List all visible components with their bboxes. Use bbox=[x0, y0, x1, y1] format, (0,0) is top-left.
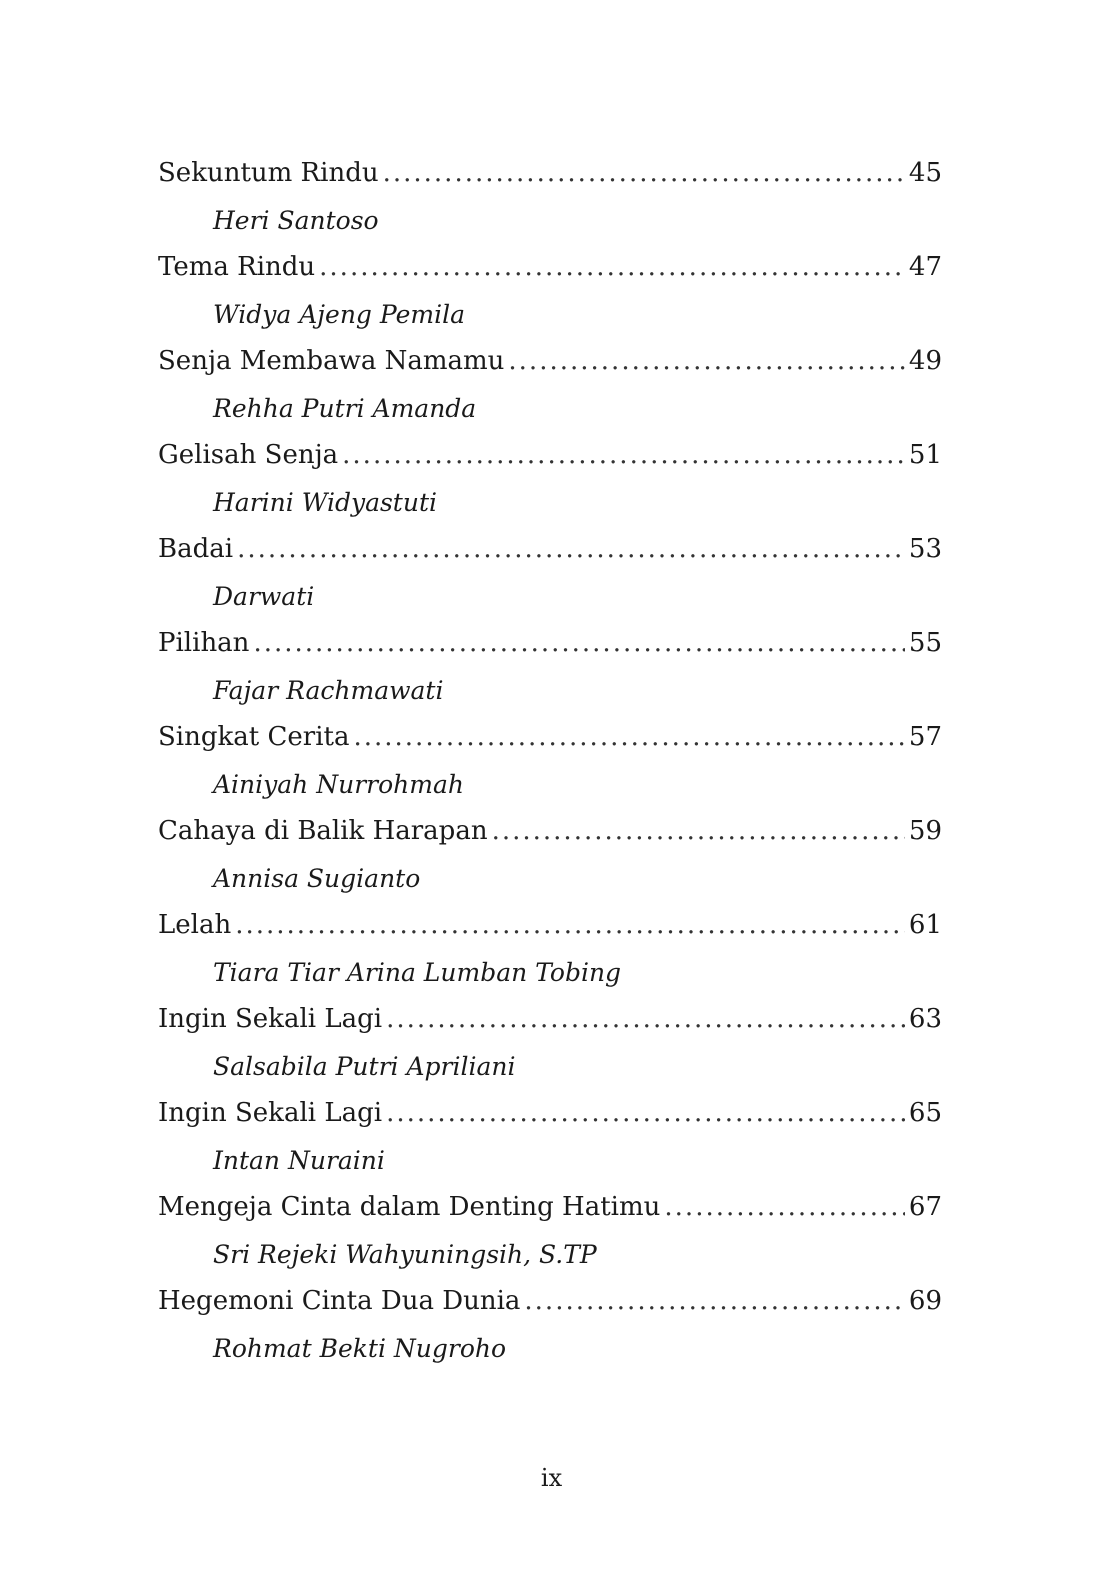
toc-entry bbox=[158, 1278, 942, 1372]
toc-entry-line bbox=[158, 150, 942, 197]
toc-entry-title: Badai bbox=[158, 534, 234, 564]
toc-entry-page-number: 47 bbox=[908, 252, 942, 282]
toc-entry-line bbox=[158, 620, 942, 667]
dot-leader bbox=[253, 620, 904, 667]
toc-entry bbox=[158, 1184, 942, 1278]
toc-entry-author: Rohmat Bekti Nugroho bbox=[213, 1334, 507, 1363]
toc-entry bbox=[158, 996, 942, 1090]
toc-entry-title: Singkat Cerita bbox=[158, 722, 350, 752]
toc-entry-line bbox=[158, 526, 942, 573]
toc-entry-author: Intan Nuraini bbox=[213, 1146, 385, 1175]
toc-entry-author: Fajar Rachmawati bbox=[213, 676, 444, 705]
toc-entry bbox=[158, 620, 942, 714]
dot-leader bbox=[386, 1090, 905, 1137]
toc-entry-author: Annisa Sugianto bbox=[213, 864, 421, 893]
toc-entry-author: Rehha Putri Amanda bbox=[213, 394, 477, 423]
toc-entry-page-number: 57 bbox=[908, 722, 942, 752]
toc-entry bbox=[158, 244, 942, 338]
toc-entry-line bbox=[158, 1184, 942, 1231]
toc-entry-page-number: 51 bbox=[908, 440, 942, 470]
toc-entry-title: Pilihan bbox=[158, 628, 250, 658]
toc-entry bbox=[158, 902, 942, 996]
toc-entry-page-number: 65 bbox=[908, 1098, 942, 1128]
toc-entry-line bbox=[158, 996, 942, 1043]
toc-entry-title: Lelah bbox=[158, 910, 232, 940]
toc-entry-page-number: 61 bbox=[908, 910, 942, 940]
table-of-contents bbox=[158, 150, 942, 1372]
toc-entry-line bbox=[158, 432, 942, 479]
toc-entry-author: Harini Widyastuti bbox=[213, 488, 437, 517]
toc-entry bbox=[158, 808, 942, 902]
toc-entry-page-number: 59 bbox=[908, 816, 942, 846]
dot-leader bbox=[524, 1278, 905, 1325]
toc-entry-title: Cahaya di Balik Harapan bbox=[158, 816, 488, 846]
dot-leader bbox=[353, 714, 904, 761]
toc-entry-author: Darwati bbox=[213, 582, 315, 611]
toc-entry bbox=[158, 526, 942, 620]
dot-leader bbox=[383, 150, 905, 197]
dot-leader bbox=[492, 808, 905, 855]
toc-entry-title: Sekuntum Rindu bbox=[158, 158, 379, 188]
toc-entry-page-number: 55 bbox=[908, 628, 942, 658]
toc-entry-title: Senja Membawa Namamu bbox=[158, 346, 505, 376]
toc-entry-line bbox=[158, 338, 942, 385]
toc-entry-line bbox=[158, 244, 942, 291]
toc-entry-author: Salsabila Putri Apriliani bbox=[213, 1052, 516, 1081]
toc-entry-author: Heri Santoso bbox=[213, 206, 379, 235]
toc-entry bbox=[158, 714, 942, 808]
toc-entry bbox=[158, 1090, 942, 1184]
toc-entry-page-number: 67 bbox=[908, 1192, 942, 1222]
toc-entry-title: Hegemoni Cinta Dua Dunia bbox=[158, 1286, 521, 1316]
toc-entry-page-number: 45 bbox=[908, 158, 942, 188]
toc-entry-line bbox=[158, 1278, 942, 1325]
dot-leader bbox=[664, 1184, 905, 1231]
toc-entry-line bbox=[158, 714, 942, 761]
toc-entry-page-number: 69 bbox=[908, 1286, 942, 1316]
toc-entry-title: Ingin Sekali Lagi bbox=[158, 1098, 383, 1128]
dot-leader bbox=[342, 432, 905, 479]
dot-leader bbox=[237, 526, 905, 573]
toc-entry-page-number: 49 bbox=[908, 346, 942, 376]
toc-entry-title: Tema Rindu bbox=[158, 252, 316, 282]
dot-leader bbox=[386, 996, 905, 1043]
toc-entry-author: Ainiyah Nurrohmah bbox=[213, 770, 464, 799]
page-number: ix bbox=[540, 1464, 563, 1492]
toc-entry-title: Gelisah Senja bbox=[158, 440, 339, 470]
toc-entry-author: Sri Rejeki Wahyuningsih, S.TP bbox=[213, 1240, 597, 1269]
toc-entry-author: Widya Ajeng Pemila bbox=[213, 300, 465, 329]
dot-leader bbox=[319, 244, 905, 291]
toc-entry-title: Mengeja Cinta dalam Denting Hatimu bbox=[158, 1192, 661, 1222]
dot-leader bbox=[508, 338, 905, 385]
toc-entry bbox=[158, 150, 942, 244]
toc-entry-line bbox=[158, 1090, 942, 1137]
toc-entry-page-number: 63 bbox=[908, 1004, 942, 1034]
toc-entry bbox=[158, 338, 942, 432]
toc-entry-author: Tiara Tiar Arina Lumban Tobing bbox=[213, 958, 622, 987]
toc-entry-page-number: 53 bbox=[908, 534, 942, 564]
toc-entry-line bbox=[158, 808, 942, 855]
toc-entry bbox=[158, 432, 942, 526]
dot-leader bbox=[235, 902, 905, 949]
toc-entry-line bbox=[158, 902, 942, 949]
toc-entry-title: Ingin Sekali Lagi bbox=[158, 1004, 383, 1034]
